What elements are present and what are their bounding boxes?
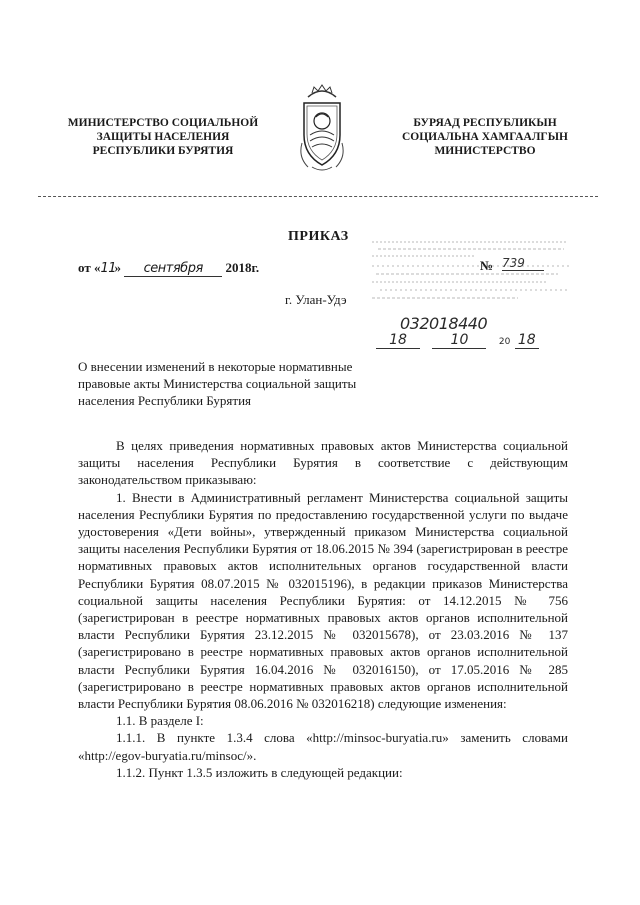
registration-number-handwritten: 032018440 bbox=[400, 314, 488, 333]
preamble-paragraph: В целях приведения нормативных правовых актов Министерства социальной защиты населения Республики Бурятия в соответствие с действующим законодательством приказываю: bbox=[78, 438, 568, 488]
reg-year: 18 bbox=[515, 332, 539, 349]
reg-day: 18 bbox=[376, 332, 420, 349]
date-month-handwritten: сентября bbox=[124, 261, 222, 277]
order-body bbox=[78, 437, 568, 781]
header-divider bbox=[38, 196, 598, 197]
subject-line: правовые акты Министерства социальной защиты bbox=[78, 376, 357, 391]
subject-line: О внесении изменений в некоторые нормативные bbox=[78, 359, 353, 374]
clause-1-1: 1.1. В разделе I: bbox=[116, 713, 204, 729]
date-day-handwritten: 11 bbox=[100, 261, 117, 276]
date-mid: » bbox=[114, 260, 121, 275]
ministry-name-line: РЕСПУБЛИКИ БУРЯТИЯ bbox=[92, 145, 234, 157]
reg-year-prefix: 20 bbox=[498, 337, 511, 347]
ministry-name-line: МИНИСТЕРСТВО СОЦИАЛЬНОЙ bbox=[67, 117, 259, 129]
ministry-name-line: СОЦИАЛЬНА ХАМГААЛГЫН bbox=[401, 131, 568, 143]
ministry-name-line: МИНИСТЕРСТВО bbox=[434, 145, 536, 157]
city: г. Улан-Удэ bbox=[285, 292, 347, 307]
clause-1: 1. Внести в Административный регламент Министерства социальной защиты населения Республики Бурятия по предоставлению государственной услуги по выдаче удостоверения «Дети войны», утвержденный приказом Министерства социальной защиты населения Республики Бурятия от 18.06.2015 № 394 (зарегистрирован в реестре нормативных правовых актов исполнительных органов государственной власти Республики Бурятия 08.07.2015 № 032015196), в редакции приказов Министерства социальной защиты населения Республики Бурятия: от 14.12.2015 № 756 (зарегистрирован в реестре нормативных правовых актов органов исполнительной власти Республики Бурятия 23.12.2015 № 032015678), от 23.03.2016 № 137 (зарегистрировано в реестре нормативных правовых актов органов исполнительной власти Республики Бурятия 16.04.2016 № 032016150), от 17.05.2016 № 285 (зарегистрировано в реестре нормативных правовых актов органов исполнительной власти Республики Бурятия 08.06.2016 № 032016218) следующие изменения: bbox=[78, 489, 568, 712]
ministry-name-russian bbox=[58, 116, 268, 158]
order-number-handwritten: 739 bbox=[502, 256, 544, 271]
order-date bbox=[78, 260, 259, 277]
order-number-label: № bbox=[480, 258, 494, 273]
clause-1-1-2: 1.1.2. Пункт 1.3.5 изложить в следующей редакции: bbox=[116, 764, 403, 780]
coat-of-arms-icon bbox=[298, 83, 346, 175]
date-prefix: от « bbox=[78, 260, 101, 275]
clause-1-1-1: 1.1.1. В пункте 1.3.4 слова «http://minsoc-buryatia.ru» заменить словами «http://egov-buryatia.ru/minsoc/». bbox=[78, 730, 568, 763]
registration-stamp bbox=[368, 236, 582, 352]
ministry-name-buryat bbox=[395, 116, 575, 158]
subject-line: населения Республики Бурятия bbox=[78, 393, 252, 408]
date-year: 2018г. bbox=[225, 260, 260, 275]
ministry-name-line: БУРЯАД РЕСПУБЛИКЫН bbox=[413, 117, 557, 129]
order-subject bbox=[78, 358, 418, 409]
document-title: ПРИКАЗ bbox=[288, 229, 349, 244]
ministry-name-line: ЗАЩИТЫ НАСЕЛЕНИЯ bbox=[96, 131, 230, 143]
registration-date bbox=[376, 332, 539, 349]
stamp-faint-text bbox=[368, 236, 582, 308]
reg-month: 10 bbox=[432, 332, 486, 349]
